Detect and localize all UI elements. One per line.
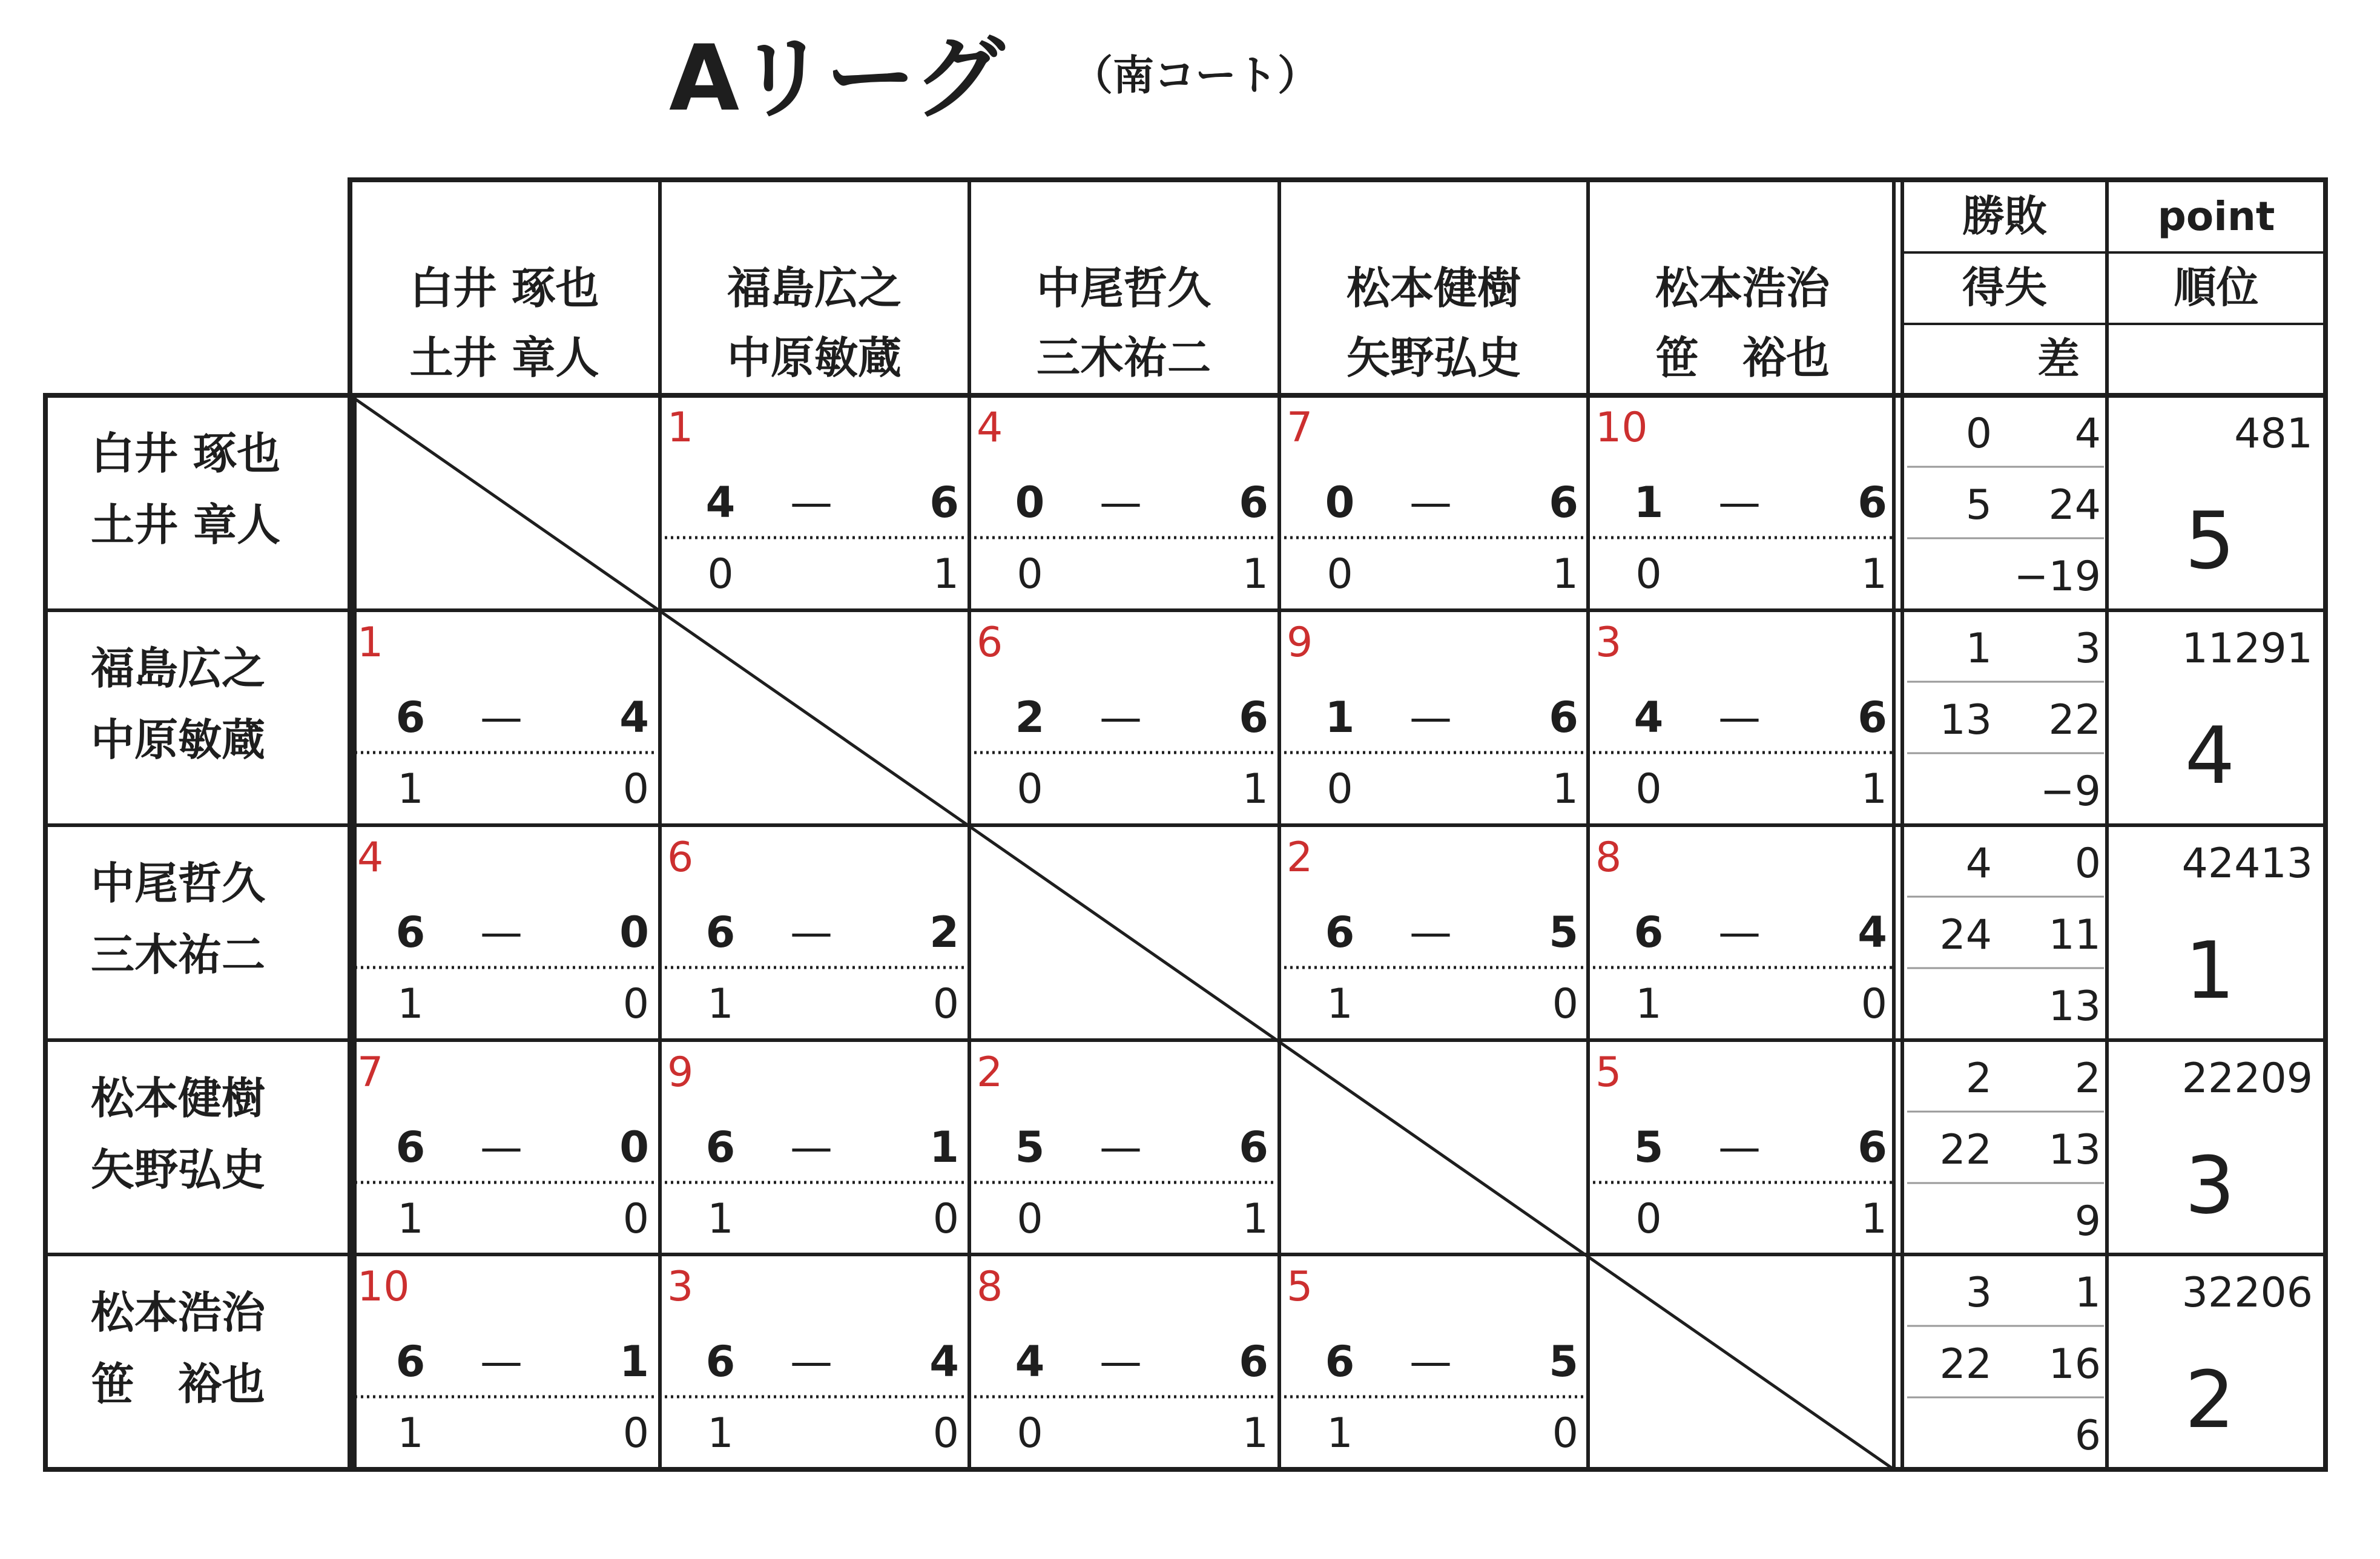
- column-team-3-player-1: 中尾哲久: [1036, 263, 1211, 314]
- match-r3-c1-dash: —: [480, 908, 522, 957]
- match-r4-c1-win: 1: [397, 1195, 424, 1243]
- match-r4-c3-win: 0: [1017, 1195, 1043, 1243]
- standing-5-games-against: 16: [2048, 1340, 2101, 1388]
- column-team-4-player-2: 矢野弘史: [1346, 332, 1521, 383]
- column-team-2-player-2: 中原敏蔵: [727, 332, 902, 383]
- standing-1-games-against: 24: [2048, 481, 2101, 529]
- match-r4-c5-score-against: 6: [1858, 1122, 1887, 1172]
- match-r5-c3-dash: —: [1099, 1337, 1142, 1386]
- row-team-4-player-1: 松本健樹: [91, 1073, 266, 1124]
- match-r1-c3-score-for: 0: [1015, 478, 1045, 527]
- match-r2-c3-score-for: 2: [1015, 693, 1045, 742]
- match-r1-c5-dash: —: [1718, 478, 1761, 527]
- match-r2-c4-score-for: 1: [1325, 693, 1355, 742]
- standing-2-games-against: 22: [2048, 696, 2101, 744]
- match-r3-c4-dash: —: [1409, 908, 1452, 957]
- match-r1-c4-score-against: 6: [1549, 478, 1578, 527]
- standing-5-losses: 1: [2074, 1269, 2101, 1317]
- match-r1-c2-dash: —: [790, 478, 832, 527]
- match-r3-c4-loss: 0: [1552, 980, 1578, 1028]
- match-r4-c1-score-for: 6: [395, 1122, 426, 1172]
- court-label: （南コート）: [1072, 52, 1319, 100]
- match-r2-c1-dash: —: [480, 693, 522, 742]
- standing-1-diff: −19: [2014, 553, 2101, 601]
- standing-5-games-for: 22: [1939, 1340, 1992, 1388]
- match-r5-c1-loss: 0: [622, 1409, 649, 1457]
- match-r1-c3-loss: 1: [1242, 550, 1268, 598]
- match-r3-c4-win: 1: [1327, 980, 1353, 1028]
- match-r5-c1-win: 1: [397, 1409, 424, 1457]
- match-r3-c5-score-for: 6: [1633, 908, 1664, 957]
- standing-1-point: 481: [2234, 410, 2313, 458]
- match-r1-c2-score-against: 6: [929, 478, 959, 527]
- match-r4-c3-score-against: 6: [1239, 1122, 1268, 1172]
- match-r2-c5-score-against: 6: [1858, 693, 1887, 742]
- match-r4-c2-number: 9: [667, 1049, 694, 1096]
- match-r1-c2-number: 1: [667, 404, 694, 452]
- match-r1-c4-score-for: 0: [1325, 478, 1355, 527]
- match-r4-c1-dash: —: [480, 1122, 522, 1172]
- column-team-1-player-2: 土井 章人: [409, 332, 599, 383]
- page-title: Aリーグ: [669, 26, 1003, 131]
- standing-1-rank: 5: [2184, 495, 2235, 587]
- match-r2-c5-loss: 1: [1861, 765, 1887, 813]
- match-r2-c1-score-against: 4: [619, 693, 649, 742]
- match-r3-c2-score-against: 2: [929, 908, 959, 957]
- match-r3-c1-win: 1: [397, 980, 424, 1028]
- match-r5-c2-score-against: 4: [929, 1337, 959, 1386]
- match-r3-c4-score-against: 5: [1549, 908, 1578, 957]
- standing-2-wins: 1: [1965, 625, 1992, 673]
- column-team-3-player-2: 三木祐二: [1036, 332, 1211, 383]
- standing-5-wins: 3: [1965, 1269, 1992, 1317]
- match-r4-c1-loss: 0: [622, 1195, 649, 1243]
- header-point: point: [2157, 193, 2275, 240]
- row-team-1-player-2: 土井 章人: [91, 499, 281, 550]
- match-r4-c2-loss: 0: [932, 1195, 959, 1243]
- match-r4-c5-score-for: 5: [1633, 1122, 1664, 1172]
- match-r1-c4-number: 7: [1287, 404, 1313, 452]
- match-r2-c1-loss: 0: [622, 765, 649, 813]
- header-diff: 差: [2037, 334, 2080, 384]
- standing-3-diff: 13: [2048, 983, 2101, 1030]
- match-r4-c5-loss: 1: [1861, 1195, 1887, 1243]
- match-r4-c1-number: 7: [357, 1049, 384, 1096]
- match-r1-c3-dash: —: [1099, 478, 1142, 527]
- standing-1-wins: 0: [1965, 410, 1992, 458]
- match-r2-c5-dash: —: [1718, 693, 1761, 742]
- match-r5-c2-dash: —: [790, 1337, 832, 1386]
- match-r5-c3-score-against: 6: [1239, 1337, 1268, 1386]
- match-r3-c4-number: 2: [1287, 834, 1313, 882]
- match-r3-c2-number: 6: [667, 834, 694, 882]
- match-r1-c4-win: 0: [1327, 550, 1353, 598]
- standing-3-losses: 0: [2074, 840, 2101, 888]
- match-r5-c4-win: 1: [1327, 1409, 1353, 1457]
- standing-2-rank: 4: [2184, 710, 2235, 802]
- match-r2-c5-number: 3: [1595, 619, 1622, 667]
- match-r1-c5-number: 10: [1595, 404, 1648, 452]
- match-r3-c5-score-against: 4: [1858, 908, 1887, 957]
- match-r4-c5-win: 0: [1635, 1195, 1662, 1243]
- column-team-2-player-1: 福島広之: [727, 263, 902, 314]
- match-r3-c1-loss: 0: [622, 980, 649, 1028]
- header-rank: 順位: [2174, 263, 2259, 312]
- standing-4-losses: 2: [2074, 1055, 2101, 1103]
- column-team-5-player-2: 笹 裕也: [1655, 332, 1830, 383]
- match-r2-c4-loss: 1: [1552, 765, 1578, 813]
- standing-3-point: 42413: [2181, 840, 2313, 888]
- row-team-2-player-2: 中原敏蔵: [91, 714, 266, 765]
- match-r5-c2-win: 1: [707, 1409, 734, 1457]
- standing-4-games-for: 22: [1939, 1126, 1992, 1174]
- match-r4-c3-loss: 1: [1242, 1195, 1268, 1243]
- match-r2-c4-number: 9: [1287, 619, 1313, 667]
- match-r5-c3-loss: 1: [1242, 1409, 1268, 1457]
- match-r4-c1-score-against: 0: [619, 1122, 649, 1172]
- match-r3-c4-score-for: 6: [1325, 908, 1355, 957]
- match-r3-c2-loss: 0: [932, 980, 959, 1028]
- match-r3-c5-number: 8: [1595, 834, 1622, 882]
- match-r4-c2-score-for: 6: [705, 1122, 736, 1172]
- match-r5-c1-score-against: 1: [619, 1337, 649, 1386]
- match-r5-c2-score-for: 6: [705, 1337, 736, 1386]
- standing-4-rank: 3: [2184, 1139, 2235, 1231]
- standing-2-losses: 3: [2074, 625, 2101, 673]
- match-r1-c4-loss: 1: [1552, 550, 1578, 598]
- match-r2-c5-win: 0: [1635, 765, 1662, 813]
- match-r2-c4-score-against: 6: [1549, 693, 1578, 742]
- standing-2-diff: −9: [2040, 768, 2101, 816]
- match-r4-c2-win: 1: [707, 1195, 734, 1243]
- standing-5-point: 32206: [2181, 1269, 2313, 1317]
- standing-3-games-for: 24: [1939, 911, 1992, 959]
- standing-2-games-for: 13: [1939, 696, 1992, 744]
- match-r5-c3-number: 8: [977, 1263, 1003, 1311]
- match-r1-c3-win: 0: [1017, 550, 1043, 598]
- match-r1-c3-score-against: 6: [1239, 478, 1268, 527]
- match-r3-c1-score-for: 6: [395, 908, 426, 957]
- standing-1-games-for: 5: [1965, 481, 1992, 529]
- match-r5-c4-dash: —: [1409, 1337, 1452, 1386]
- match-r2-c3-number: 6: [977, 619, 1003, 667]
- match-r2-c4-dash: —: [1409, 693, 1452, 742]
- match-r2-c3-score-against: 6: [1239, 693, 1268, 742]
- match-r1-c5-score-for: 1: [1633, 478, 1664, 527]
- header-got-lost: 得失: [1962, 263, 2047, 312]
- match-r2-c5-score-for: 4: [1633, 693, 1664, 742]
- standing-5-rank: 2: [2184, 1354, 2235, 1446]
- row-team-5-player-1: 松本浩治: [91, 1287, 266, 1338]
- match-r3-c5-loss: 0: [1861, 980, 1887, 1028]
- match-r5-c1-score-for: 6: [395, 1337, 426, 1386]
- match-r1-c5-loss: 1: [1861, 550, 1887, 598]
- match-r5-c3-win: 0: [1017, 1409, 1043, 1457]
- match-r1-c2-score-for: 4: [705, 478, 736, 527]
- standing-1-losses: 4: [2074, 410, 2101, 458]
- match-r5-c2-loss: 0: [932, 1409, 959, 1457]
- match-r2-c3-loss: 1: [1242, 765, 1268, 813]
- match-r3-c2-win: 1: [707, 980, 734, 1028]
- match-r2-c1-score-for: 6: [395, 693, 426, 742]
- match-r5-c1-number: 10: [357, 1263, 410, 1311]
- row-team-5-player-2: 笹 裕也: [91, 1359, 266, 1409]
- standing-4-diff: 9: [2074, 1198, 2101, 1245]
- match-r2-c1-number: 1: [357, 619, 384, 667]
- standing-2-point: 11291: [2181, 625, 2313, 673]
- row-team-3-player-2: 三木祐二: [91, 929, 266, 980]
- header-win-loss: 勝敗: [1962, 191, 2047, 241]
- match-r1-c5-score-against: 6: [1858, 478, 1887, 527]
- match-r2-c3-win: 0: [1017, 765, 1043, 813]
- match-r5-c4-score-for: 6: [1325, 1337, 1355, 1386]
- match-r1-c2-win: 0: [707, 550, 734, 598]
- standing-3-wins: 4: [1965, 840, 1992, 888]
- row-team-3-player-1: 中尾哲久: [91, 858, 266, 909]
- match-r5-c4-number: 5: [1287, 1263, 1313, 1311]
- match-r4-c5-number: 5: [1595, 1049, 1622, 1096]
- standing-3-games-against: 11: [2048, 911, 2101, 959]
- match-r1-c3-number: 4: [977, 404, 1003, 452]
- match-r1-c5-win: 0: [1635, 550, 1662, 598]
- match-r2-c3-dash: —: [1099, 693, 1142, 742]
- standing-4-point: 22209: [2181, 1055, 2313, 1103]
- match-r2-c1-win: 1: [397, 765, 424, 813]
- match-r5-c2-number: 3: [667, 1263, 694, 1311]
- match-r4-c2-dash: —: [790, 1122, 832, 1172]
- column-team-1-player-1: 白井 琢也: [409, 263, 599, 314]
- match-r4-c3-score-for: 5: [1015, 1122, 1045, 1172]
- match-r3-c1-score-against: 0: [619, 908, 649, 957]
- column-team-5-player-1: 松本浩治: [1655, 263, 1830, 314]
- match-r1-c4-dash: —: [1409, 478, 1452, 527]
- match-r3-c2-dash: —: [790, 908, 832, 957]
- row-team-4-player-2: 矢野弘史: [91, 1144, 266, 1195]
- match-r5-c4-score-against: 5: [1549, 1337, 1578, 1386]
- column-team-4-player-1: 松本健樹: [1346, 263, 1521, 314]
- match-r4-c3-number: 2: [977, 1049, 1003, 1096]
- standing-3-rank: 1: [2184, 925, 2235, 1017]
- row-team-2-player-1: 福島広之: [91, 643, 266, 694]
- match-r1-c2-loss: 1: [932, 550, 959, 598]
- match-r2-c4-win: 0: [1327, 765, 1353, 813]
- match-r5-c4-loss: 0: [1552, 1409, 1578, 1457]
- standing-4-wins: 2: [1965, 1055, 1992, 1103]
- match-r5-c3-score-for: 4: [1015, 1337, 1045, 1386]
- match-r4-c5-dash: —: [1718, 1122, 1761, 1172]
- standing-4-games-against: 13: [2048, 1126, 2101, 1174]
- match-r4-c3-dash: —: [1099, 1122, 1142, 1172]
- match-r3-c5-win: 1: [1635, 980, 1662, 1028]
- match-r3-c2-score-for: 6: [705, 908, 736, 957]
- match-r3-c5-dash: —: [1718, 908, 1761, 957]
- match-r4-c2-score-against: 1: [929, 1122, 959, 1172]
- match-r3-c1-number: 4: [357, 834, 384, 882]
- row-team-1-player-1: 白井 琢也: [91, 428, 281, 479]
- standing-5-diff: 6: [2074, 1412, 2101, 1460]
- match-r5-c1-dash: —: [480, 1337, 522, 1386]
